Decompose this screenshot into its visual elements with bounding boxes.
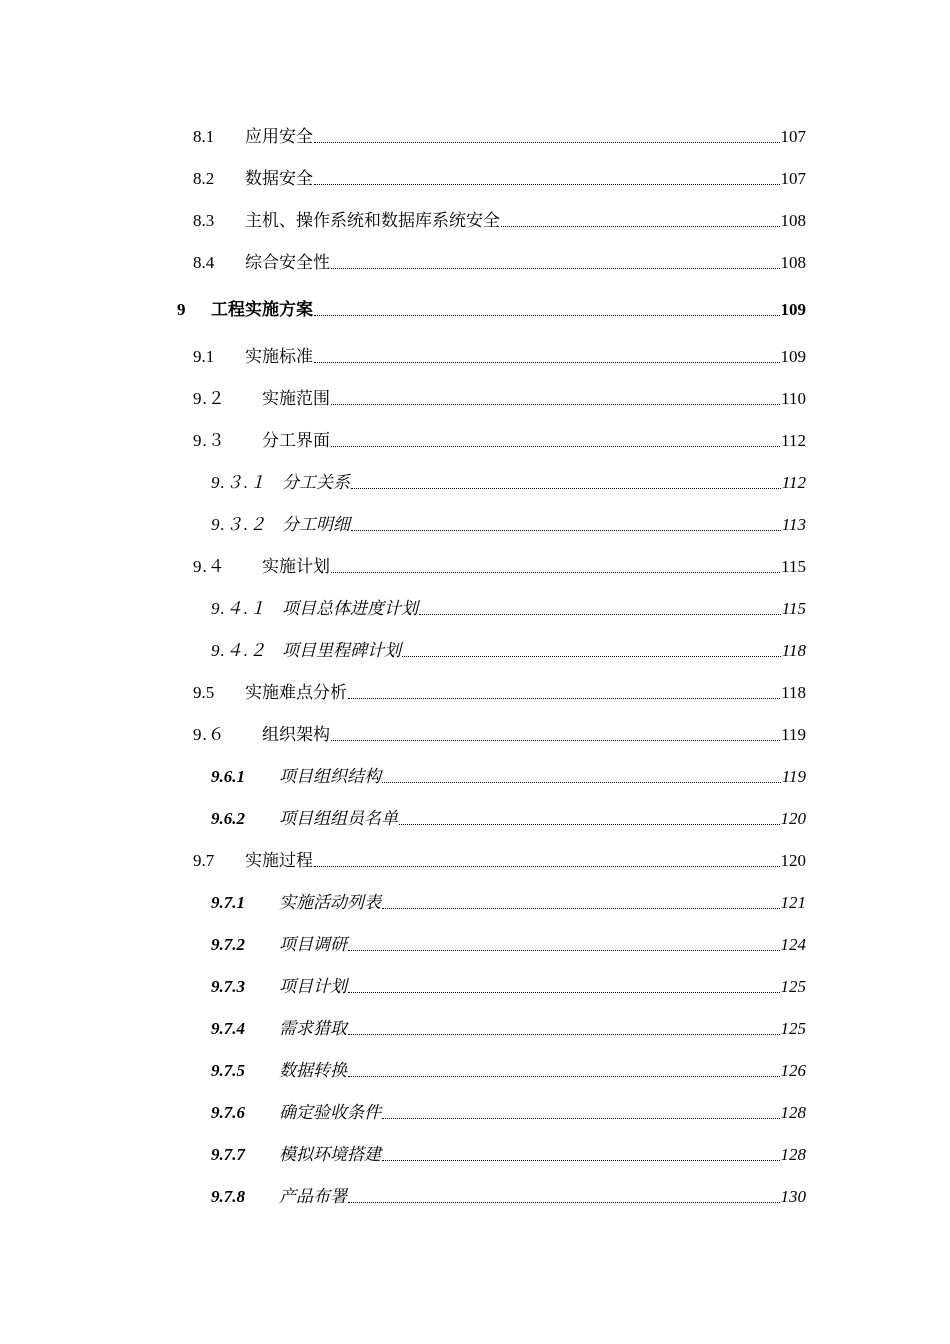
toc-title: 综合安全性: [245, 253, 330, 272]
toc-chapter-entry[interactable]: [177, 297, 806, 321]
toc-number: 9.7.6: [211, 1103, 245, 1122]
toc-subentry[interactable]: [211, 1142, 806, 1166]
toc-page-number: 108: [780, 253, 806, 272]
toc-title: 数据转换: [279, 1061, 347, 1080]
toc-title: 模拟环境搭建: [279, 1145, 381, 1164]
toc-number: 9.４.２: [211, 641, 267, 660]
toc-number: 9.6.1: [211, 767, 245, 786]
toc-entry[interactable]: [193, 124, 806, 148]
dot-leader: [402, 656, 781, 657]
dot-leader: [314, 315, 780, 316]
toc-entry[interactable]: [193, 208, 806, 232]
toc-entry[interactable]: [193, 848, 806, 872]
dot-leader: [331, 404, 780, 405]
toc-subentry[interactable]: [211, 932, 806, 956]
dot-leader: [351, 530, 781, 531]
dot-leader: [331, 446, 780, 447]
toc-number: 9.6.2: [211, 809, 245, 828]
toc-entry[interactable]: [193, 166, 806, 190]
toc-title: 实施范围: [262, 389, 330, 408]
dot-leader: [382, 1118, 780, 1119]
dot-leader: [314, 362, 780, 363]
toc-page-number: 109: [780, 300, 806, 319]
toc-page-number: 118: [781, 683, 806, 702]
toc-number: 8.2: [193, 169, 215, 188]
toc-page-number: 120: [780, 809, 806, 828]
dot-leader: [348, 698, 780, 699]
toc-page-number: 115: [781, 599, 806, 618]
toc-number: 9.5: [193, 683, 215, 702]
toc-title: 确定验收条件: [279, 1103, 381, 1122]
toc-number: 9.６: [193, 725, 226, 744]
toc-title: 实施计划: [262, 557, 330, 576]
toc-subentry[interactable]: [211, 1100, 806, 1124]
toc-page-number: 110: [781, 389, 806, 408]
dot-leader: [348, 1034, 780, 1035]
toc-subentry[interactable]: [211, 1016, 806, 1040]
toc-title: 组织架构: [262, 725, 330, 744]
toc-page-number: 112: [781, 431, 806, 450]
toc-subentry[interactable]: [211, 596, 806, 620]
toc-title: 产品布署: [279, 1187, 347, 1206]
toc-page-number: 113: [781, 515, 806, 534]
toc-number: 9: [177, 300, 186, 319]
dot-leader: [351, 488, 781, 489]
toc-number: 9.7.3: [211, 977, 245, 996]
dot-leader: [314, 184, 780, 185]
toc-page-number: 121: [780, 893, 806, 912]
toc-title: 需求猎取: [279, 1019, 347, 1038]
dot-leader: [382, 1160, 780, 1161]
toc-page-number: 118: [781, 641, 806, 660]
dot-leader: [314, 142, 780, 143]
toc-page-number: 124: [780, 935, 806, 954]
toc-title: 分工明细: [282, 515, 350, 534]
toc-page-number: 125: [780, 1019, 806, 1038]
toc-title: 项目计划: [279, 977, 347, 996]
toc-page-number: 115: [781, 557, 806, 576]
toc-page-number: 107: [780, 169, 806, 188]
toc-entry[interactable]: [193, 680, 806, 704]
toc-subentry[interactable]: [211, 974, 806, 998]
toc-subentry[interactable]: [211, 1058, 806, 1082]
toc-number: 8.4: [193, 253, 215, 272]
toc-number: 9.7: [193, 851, 215, 870]
toc-page-number: 119: [781, 725, 806, 744]
toc-number: 9.４: [193, 557, 226, 576]
toc-number: 9.２: [193, 389, 226, 408]
toc-number: 8.3: [193, 211, 215, 230]
toc-title: 工程实施方案: [211, 300, 313, 319]
toc-page-number: 130: [780, 1187, 806, 1206]
toc-number: 8.1: [193, 127, 215, 146]
toc-title: 主机、操作系统和数据库系统安全: [245, 211, 500, 230]
toc-subentry[interactable]: [211, 764, 806, 788]
toc-title: 项目组织结构: [279, 767, 381, 786]
toc-number: 9.４.１: [211, 599, 267, 618]
toc-entry[interactable]: [193, 722, 806, 746]
toc-entry[interactable]: [193, 428, 806, 452]
toc-number: 9.7.8: [211, 1187, 245, 1206]
toc-number: 9.7.2: [211, 935, 245, 954]
toc-title: 应用安全: [245, 127, 313, 146]
toc-number: 9.３.２: [211, 515, 267, 534]
toc-subentry[interactable]: [211, 1184, 806, 1208]
toc-title: 项目总体进度计划: [282, 599, 418, 618]
toc-page-number: 120: [780, 851, 806, 870]
toc-subentry[interactable]: [211, 470, 806, 494]
dot-leader: [331, 740, 780, 741]
toc-number: 9.7.1: [211, 893, 245, 912]
toc-number: 9.7.5: [211, 1061, 245, 1080]
dot-leader: [419, 614, 781, 615]
toc-page-number: 109: [780, 347, 806, 366]
dot-leader: [348, 1202, 780, 1203]
toc-title: 实施过程: [245, 851, 313, 870]
dot-leader: [348, 992, 780, 993]
toc-title: 数据安全: [245, 169, 313, 188]
toc-page-number: 107: [780, 127, 806, 146]
toc-entry[interactable]: [193, 554, 806, 578]
toc-title: 分工界面: [262, 431, 330, 450]
toc-entry[interactable]: [193, 386, 806, 410]
toc-page-number: 126: [780, 1061, 806, 1080]
toc-entry[interactable]: [193, 344, 806, 368]
dot-leader: [501, 226, 780, 227]
toc-entry[interactable]: [193, 250, 806, 274]
dot-leader: [331, 268, 780, 269]
toc-title: 项目调研: [279, 935, 347, 954]
toc-page-number: 119: [781, 767, 806, 786]
toc-subentry[interactable]: [211, 806, 806, 830]
toc-page-number: 108: [780, 211, 806, 230]
dot-leader: [382, 782, 781, 783]
dot-leader: [348, 1076, 780, 1077]
toc-subentry[interactable]: [211, 890, 806, 914]
toc-page-number: 112: [781, 473, 806, 492]
dot-leader: [314, 866, 780, 867]
dot-leader: [399, 824, 780, 825]
toc-number: 9.1: [193, 347, 215, 366]
toc-page-number: 128: [780, 1103, 806, 1122]
toc-number: 9.３: [193, 431, 226, 450]
toc-title: 项目组组员名单: [279, 809, 398, 828]
toc-number: 9.３.１: [211, 473, 267, 492]
toc-number: 9.7.4: [211, 1019, 245, 1038]
toc-title: 实施难点分析: [245, 683, 347, 702]
toc-title: 分工关系: [282, 473, 350, 492]
toc-page-number: 128: [780, 1145, 806, 1164]
toc-title: 实施标准: [245, 347, 313, 366]
toc-subentry[interactable]: [211, 512, 806, 536]
dot-leader: [382, 908, 780, 909]
toc-subentry[interactable]: [211, 638, 806, 662]
toc-title: 项目里程碑计划: [282, 641, 401, 660]
toc-number: 9.7.7: [211, 1145, 245, 1164]
dot-leader: [348, 950, 780, 951]
toc-page-number: 125: [780, 977, 806, 996]
toc-title: 实施活动列表: [279, 893, 381, 912]
dot-leader: [331, 572, 780, 573]
